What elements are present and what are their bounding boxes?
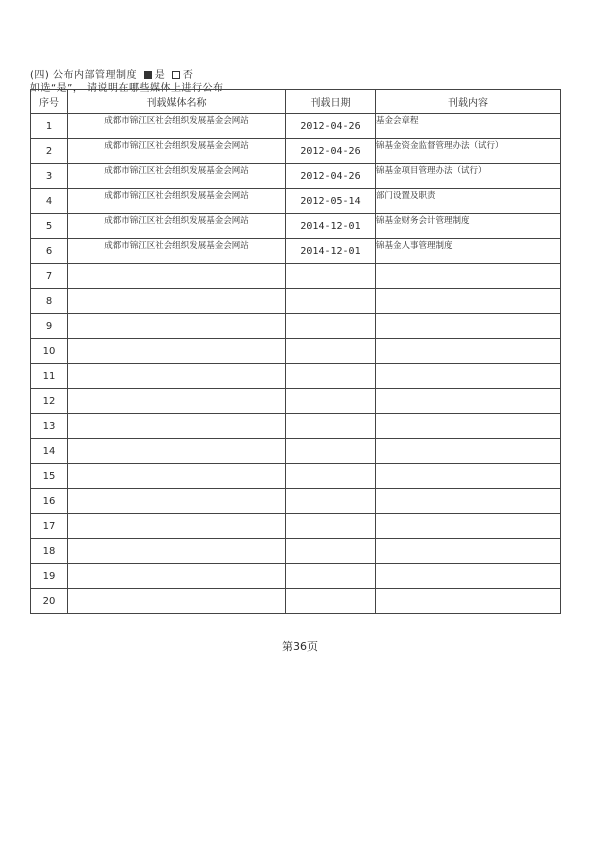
cell-media (68, 514, 286, 539)
cell-media (68, 414, 286, 439)
cell-serial: 20 (31, 589, 68, 614)
cell-media (68, 339, 286, 364)
cell-media (68, 389, 286, 414)
cell-date (286, 564, 376, 589)
cell-content: 锦基金资金监督管理办法（试行） (376, 139, 561, 164)
table-row (31, 314, 561, 339)
cell-serial: 5 (31, 214, 68, 239)
cell-content (376, 264, 561, 289)
header-date: 刊载日期 (286, 90, 376, 114)
cell-media (68, 564, 286, 589)
cell-media (68, 264, 286, 289)
cell-content (376, 289, 561, 314)
cell-serial: 12 (31, 389, 68, 414)
cell-content (376, 414, 561, 439)
cell-serial: 19 (31, 564, 68, 589)
cell-date (286, 364, 376, 389)
cell-serial: 4 (31, 189, 68, 214)
table-row (31, 239, 561, 264)
cell-media: 成都市锦江区社会组织发展基金会网站 (68, 189, 286, 214)
section-label: (四) (30, 70, 50, 81)
cell-serial: 14 (31, 439, 68, 464)
table-row (31, 264, 561, 289)
cell-content (376, 439, 561, 464)
cell-serial: 18 (31, 539, 68, 564)
cell-content (376, 389, 561, 414)
cell-serial: 1 (31, 114, 68, 139)
yes-label: 是 (154, 70, 166, 81)
table-row (31, 214, 561, 239)
page-number: 第36页 (282, 640, 318, 653)
cell-media (68, 314, 286, 339)
table-row (31, 489, 561, 514)
cell-date (286, 489, 376, 514)
cell-content (376, 464, 561, 489)
cell-serial: 15 (31, 464, 68, 489)
cell-media: 成都市锦江区社会组织发展基金会网站 (68, 139, 286, 164)
cell-date (286, 339, 376, 364)
cell-serial: 7 (31, 264, 68, 289)
cell-media (68, 439, 286, 464)
table-row (31, 189, 561, 214)
instruction-text: 如选“是”， 请说明在哪些媒体上进行公布 (30, 83, 224, 94)
cell-media (68, 589, 286, 614)
cell-date (286, 289, 376, 314)
cell-date (286, 464, 376, 489)
table-row (31, 564, 561, 589)
table-row (31, 464, 561, 489)
cell-media: 成都市锦江区社会组织发展基金会网站 (68, 239, 286, 264)
cell-serial: 13 (31, 414, 68, 439)
yes-checkbox[interactable] (144, 71, 152, 79)
cell-content (376, 564, 561, 589)
cell-serial: 6 (31, 239, 68, 264)
cell-serial: 16 (31, 489, 68, 514)
cell-date: 2012-04-26 (286, 139, 376, 164)
publication-table (30, 89, 561, 614)
table-row (31, 289, 561, 314)
cell-media (68, 289, 286, 314)
table-row (31, 414, 561, 439)
cell-date (286, 589, 376, 614)
cell-content (376, 514, 561, 539)
cell-date (286, 264, 376, 289)
cell-date (286, 314, 376, 339)
cell-date: 2012-04-26 (286, 114, 376, 139)
cell-serial: 17 (31, 514, 68, 539)
header-serial: 序号 (31, 90, 68, 114)
section-title: 公布内部管理制度 (53, 70, 137, 81)
table-row (31, 439, 561, 464)
cell-date (286, 414, 376, 439)
table-row (31, 364, 561, 389)
cell-media (68, 464, 286, 489)
cell-date (286, 514, 376, 539)
table-row (31, 389, 561, 414)
cell-date (286, 539, 376, 564)
cell-date (286, 439, 376, 464)
header-content: 刊载内容 (376, 90, 561, 114)
table-row (31, 539, 561, 564)
table-row (31, 339, 561, 364)
cell-content (376, 539, 561, 564)
cell-date: 2012-04-26 (286, 164, 376, 189)
cell-media: 成都市锦江区社会组织发展基金会网站 (68, 114, 286, 139)
table-header-row (31, 90, 561, 114)
cell-content: 锦基金人事管理制度 (376, 239, 561, 264)
no-checkbox[interactable] (172, 71, 180, 79)
cell-date: 2014-12-01 (286, 239, 376, 264)
table-row (31, 139, 561, 164)
cell-media (68, 489, 286, 514)
cell-serial: 9 (31, 314, 68, 339)
cell-media (68, 364, 286, 389)
no-label: 否 (182, 70, 194, 81)
cell-serial: 3 (31, 164, 68, 189)
cell-content: 锦基金财务会计管理制度 (376, 214, 561, 239)
table-row (31, 164, 561, 189)
cell-content (376, 339, 561, 364)
cell-serial: 11 (31, 364, 68, 389)
cell-media: 成都市锦江区社会组织发展基金会网站 (68, 164, 286, 189)
header-media: 刊载媒体名称 (68, 90, 286, 114)
cell-serial: 10 (31, 339, 68, 364)
cell-serial: 8 (31, 289, 68, 314)
cell-date (286, 389, 376, 414)
cell-media (68, 539, 286, 564)
cell-content (376, 364, 561, 389)
cell-date: 2012-05-14 (286, 189, 376, 214)
cell-serial: 2 (31, 139, 68, 164)
cell-content: 锦基金项目管理办法（试行） (376, 164, 561, 189)
cell-date: 2014-12-01 (286, 214, 376, 239)
cell-content: 基金会章程 (376, 114, 561, 139)
cell-content (376, 489, 561, 514)
table-row (31, 589, 561, 614)
cell-content: 部门设置及职责 (376, 189, 561, 214)
table-body (31, 114, 561, 614)
cell-content (376, 314, 561, 339)
cell-media: 成都市锦江区社会组织发展基金会网站 (68, 214, 286, 239)
table-row (31, 514, 561, 539)
table-row (31, 114, 561, 139)
cell-content (376, 589, 561, 614)
